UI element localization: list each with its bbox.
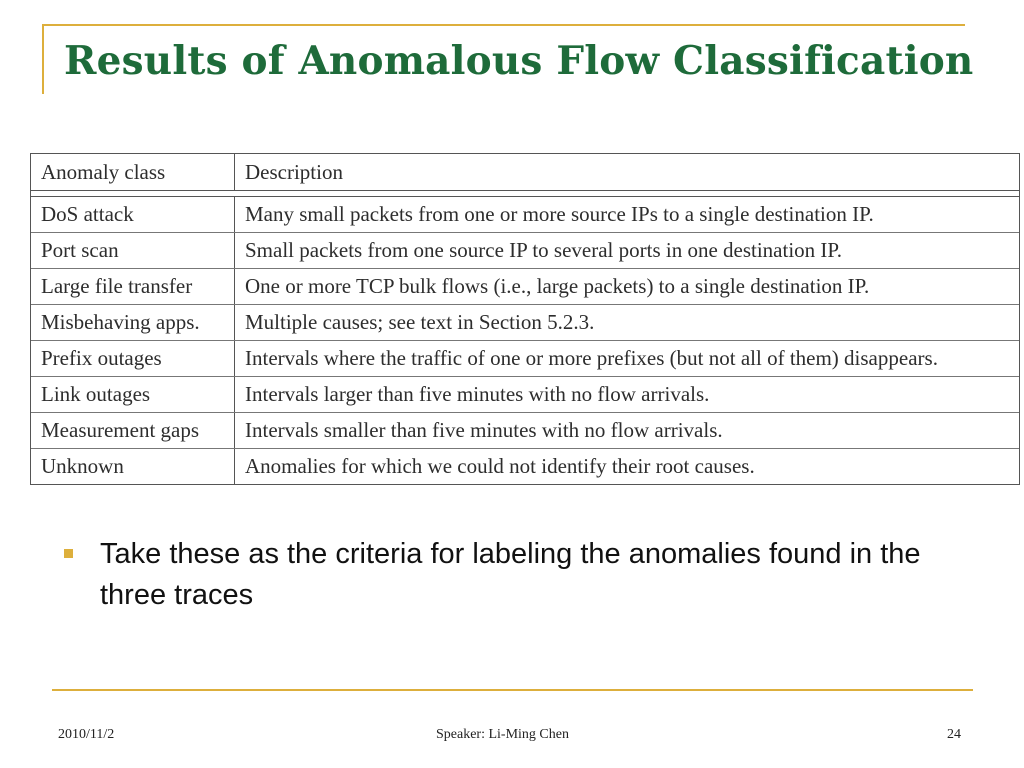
bullet-text: Take these as the criteria for labeling the anomalies found in the three traces: [100, 538, 921, 611]
slide-title: Results of Anomalous Flow Classification: [64, 38, 974, 84]
title-frame-top-line: [42, 24, 965, 26]
anomaly-class-cell: Port scan: [31, 233, 235, 268]
anomaly-class-cell: Unknown: [31, 449, 235, 484]
header-anomaly-class: Anomaly class: [31, 154, 235, 190]
table-row: [31, 377, 1019, 413]
header-description: Description: [245, 159, 343, 184]
title-frame-left-line: [42, 24, 44, 94]
anomaly-class-cell: DoS attack: [31, 197, 235, 232]
description-cell: Anomalies for which we could not identify their root causes.: [245, 454, 755, 478]
anomaly-table: [30, 153, 1018, 486]
anomaly-class-cell: Prefix outages: [31, 341, 235, 376]
anomaly-class-cell: Large file transfer: [31, 269, 235, 304]
table-row: [31, 197, 1019, 233]
table-row: [31, 305, 1019, 341]
bullet-item: [64, 534, 964, 616]
description-cell: Many small packets from one or more source IPs to a single destination IP.: [245, 202, 874, 226]
table-row: [31, 233, 1019, 269]
anomaly-class-cell: Misbehaving apps.: [31, 305, 235, 340]
table-row: [31, 413, 1019, 449]
square-bullet-icon: [64, 549, 73, 558]
page-number: 24: [947, 727, 961, 742]
footer-divider: [52, 689, 973, 691]
description-cell: One or more TCP bulk flows (i.e., large packets) to a single destination IP.: [245, 274, 870, 298]
table-row: [31, 269, 1019, 305]
table-row: [31, 341, 1019, 377]
table-header-row: [31, 153, 1019, 191]
anomaly-class-cell: Measurement gaps: [31, 413, 235, 448]
footer-date: 2010/11/2: [58, 727, 115, 742]
description-cell: Intervals where the traffic of one or more prefixes (but not all of them) disappears.: [245, 346, 938, 370]
anomaly-table-body: [30, 153, 1020, 485]
description-cell: Intervals smaller than five minutes with no flow arrivals.: [245, 418, 723, 442]
table-row: [31, 449, 1019, 485]
description-cell: Intervals larger than five minutes with no flow arrivals.: [245, 382, 710, 406]
description-cell: Small packets from one source IP to several ports in one destination IP.: [245, 238, 843, 262]
description-cell: Multiple causes; see text in Section 5.2.3.: [245, 310, 595, 334]
footer-speaker: Speaker: Li-Ming Chen: [436, 727, 569, 742]
anomaly-class-cell: Link outages: [31, 377, 235, 412]
